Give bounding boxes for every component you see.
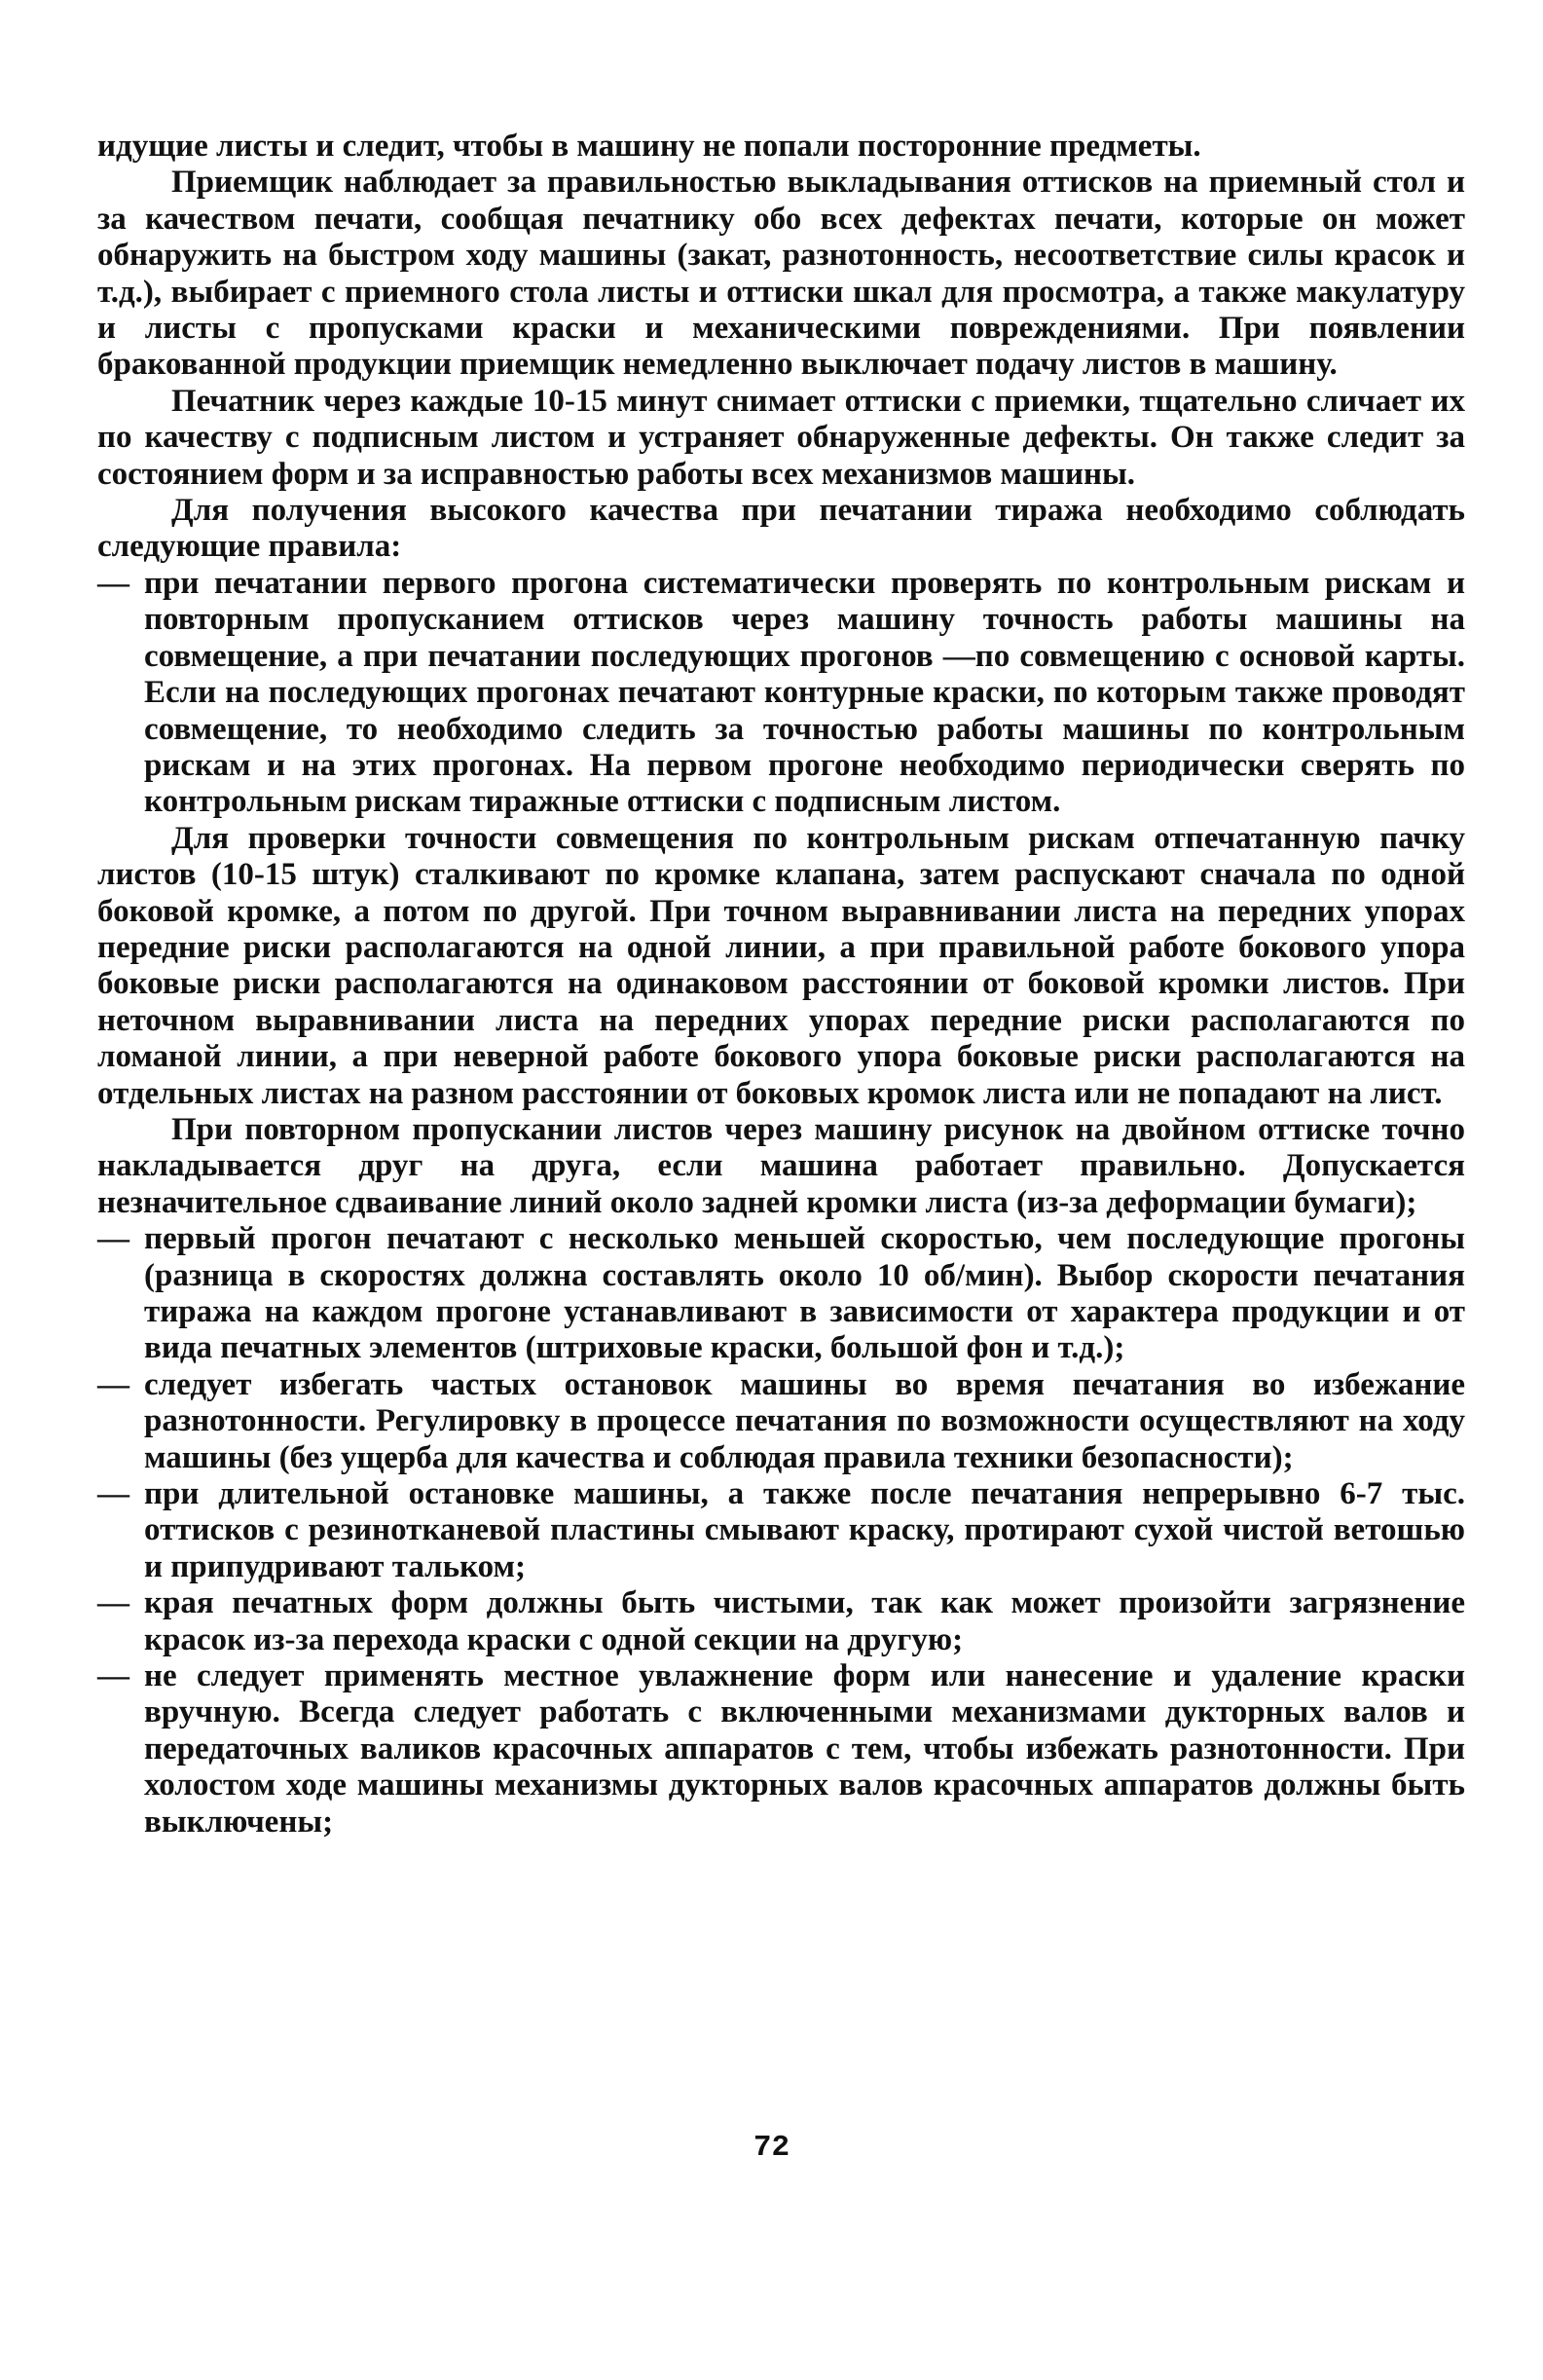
paragraph: Печатник через каждые 10-15 минут снимает оттиски с приемки, тщательно сличает их по качеству с подписным листом и устраняет обнаруженные дефекты. Он также следит за состоянием форм и за исправностью работы всех механизмов машины.: [97, 383, 1465, 492]
list-dash: —: [97, 1585, 129, 1621]
list-item-text: края печатных форм должны быть чистыми, так как может произойти загрязнение красок из-за перехода краски с одной секции на другую;: [144, 1585, 1465, 1657]
list-item-text: первый прогон печатают с несколько меньшей скоростью, чем последующие прогоны (разница в скоростях должна составлять около 10 об/мин). Выбор скорости печатания тиража на каждом прогоне устанавливают в зависимости от характера продукции и от вида печатных элементов (штриховые краски, большой фон и т.д.);: [144, 1221, 1465, 1366]
list-item: [97, 1221, 1465, 1367]
list-item-text: при длительной остановке машины, а также после печатания непрерывно 6-7 тыс. оттисков с резинотканевой пластины смывают краску, протирают сухой чистой ветошью и припудривают тальком;: [144, 1476, 1465, 1584]
list-item: [97, 566, 1465, 821]
paragraph: идущие листы и следит, чтобы в машину не попали посторонние предметы.: [97, 129, 1201, 164]
list-dash: —: [97, 1366, 129, 1402]
paragraph: Для проверки точности совмещения по контрольным рискам отпечатанную пачку листов (10-15 штук) сталкивают по кромке клапана, затем распускают сначала по одной боковой кромке, а потом по другой. При точном выравнивании листа на передних упорах передние риски располагаются на одной линии, а при правильной работе бокового упора боковые риски располагаются на одинаковом расстоянии от боковой кромки листов. При неточном выравнивании листа на передних упорах передние риски располагаются по ломаной линии, а при неверной работе бокового упора боковые риски располагаются на отдельных листах на разном расстоянии от боковых кромок листа или не попадают на лист.: [97, 820, 1465, 1111]
list-dash: —: [97, 1221, 129, 1257]
page-number: 72: [753, 2131, 790, 2165]
paragraph: При повторном пропускании листов через машину рисунок на двойном оттиске точно накладывается друг на друга, если машина работает правильно. Допускается незначительное сдваивание линий около задней кромки листа (из-за деформации бумаги);: [97, 1111, 1465, 1220]
list-dash: —: [97, 565, 129, 601]
list-item: [97, 1658, 1465, 1841]
list-item-text: не следует применять местное увлажнение форм или нанесение и удаление краски вручную. Всегда следует работать с включенными механизмами дукторных валов и передаточных валиков красочных аппаратов с тем, чтобы избежать разнотонности. При холостом ходе машины механизмы дукторных валов красочных аппаратов должны быть выключены;: [144, 1658, 1465, 1840]
list-item-text: следует избегать частых остановок машины во время печатания во избежание разнотонности. Регулировку в процессе печатания по возможности осуществляют на ходу машины (без ущерба для качества и соблюдая правила техники безопасности);: [144, 1366, 1465, 1475]
paragraph: Для получения высокого качества при печатании тиража необходимо соблюдать следующие правила:: [97, 493, 1465, 565]
list-item: [97, 1585, 1465, 1658]
list-item-text: при печатании первого прогона систематически проверять по контрольным рискам и повторным пропусканием оттисков через машину точность работы машины на совмещение, а при печатании последующих прогонов —по совмещению с основой карты. Если на последующих прогонах печатают контурные краски, по которым также проводят совмещение, то необходимо следить за точностью работы машины по контрольным рискам и на этих прогонах. На первом прогоне необходимо периодически сверять по контрольным рискам тиражные оттиски с подписным листом.: [144, 565, 1465, 820]
list-dash: —: [97, 1476, 129, 1512]
list-item: [97, 1476, 1465, 1585]
list-dash: —: [97, 1658, 129, 1694]
paragraph: Приемщик наблюдает за правильностью выкладывания оттисков на приемный стол и за качеством печати, сообщая печатнику обо всех дефектах печати, которые он может обнаружить на быстром ходу машины (закат, разнотонность, несоответствие силы красок и т.д.), выбирает с приемного стола листы и оттиски шкал для просмотра, а также макулатуру и листы с пропусками краски и механическими повреждениями. При появлении бракованной продукции приемщик немедленно выключает подачу листов в машину.: [97, 165, 1465, 383]
page-body: [97, 129, 1465, 1841]
list-item: [97, 1367, 1465, 1476]
